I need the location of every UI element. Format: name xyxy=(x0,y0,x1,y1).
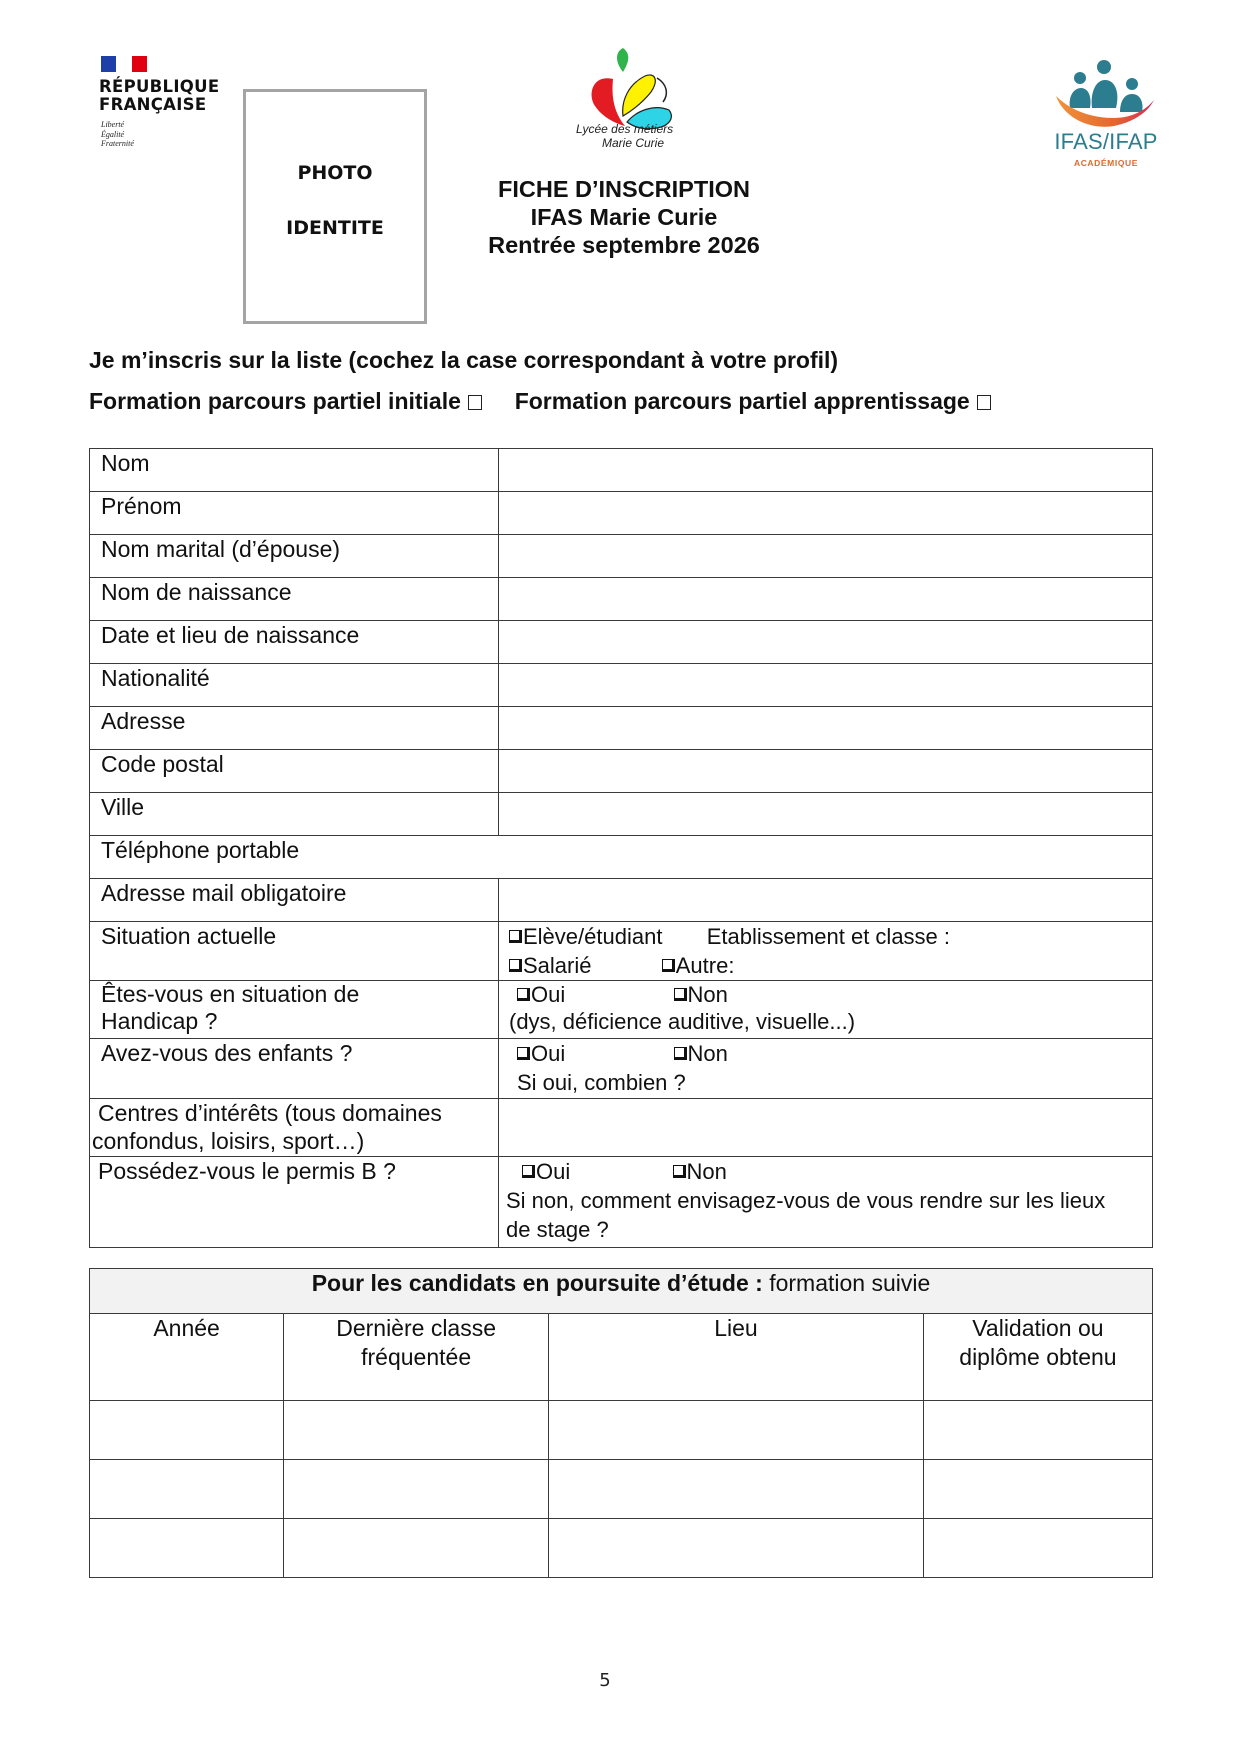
document-title xyxy=(440,175,808,259)
form-field-label: Adresse xyxy=(90,707,499,750)
interets-label-line1: Centres d’intérêts (tous domaines xyxy=(98,1100,442,1126)
situation-label: Situation actuelle xyxy=(90,922,499,981)
lycee-logo-text xyxy=(576,122,686,150)
study-table-cell[interactable] xyxy=(549,1460,924,1519)
form-field-input[interactable] xyxy=(499,793,1153,836)
form-field-label: Code postal xyxy=(90,750,499,793)
form-row xyxy=(90,492,1153,535)
enfants-non-option[interactable] xyxy=(674,1041,728,1066)
study-table-cell[interactable] xyxy=(284,1519,549,1578)
study-title-bold: Pour les candidats en poursuite d’étude : xyxy=(311,1270,763,1296)
title-line1: FICHE D’INSCRIPTION xyxy=(498,176,750,202)
registration-form-table xyxy=(89,448,1153,1248)
option-initiale-label: Formation parcours partiel initiale xyxy=(89,388,461,414)
formation-options xyxy=(89,388,991,415)
permis-oui-checkbox-icon xyxy=(522,1165,535,1178)
handicap-note: (dys, déficience auditive, visuelle...) xyxy=(509,1009,856,1034)
form-row-interets xyxy=(90,1099,1153,1157)
form-field-label: Ville xyxy=(90,793,499,836)
eleve-checkbox-icon xyxy=(509,930,522,943)
form-field-label: Nom de naissance xyxy=(90,578,499,621)
photo-identite-box xyxy=(243,89,427,324)
form-field-input[interactable] xyxy=(499,449,1153,492)
telephone-label: Téléphone portable xyxy=(101,837,300,863)
form-row-situation xyxy=(90,922,1153,981)
study-table-cell[interactable] xyxy=(923,1460,1152,1519)
option-apprentissage-label: Formation parcours partiel apprentissage xyxy=(514,388,970,414)
study-history-table xyxy=(89,1268,1153,1578)
form-field-input[interactable] xyxy=(499,492,1153,535)
form-row xyxy=(90,621,1153,664)
motto-fraternite: Fraternité xyxy=(101,139,134,148)
identite-label: IDENTITE xyxy=(286,217,384,239)
lycee-logo-line2: Marie Curie xyxy=(602,136,665,150)
rf-name-line1: RÉPUBLIQUE xyxy=(99,77,220,96)
study-column-header xyxy=(923,1314,1152,1401)
ifas-ifap-logo-text: IFAS/IFAP xyxy=(1054,129,1158,154)
enfants-oui-option[interactable] xyxy=(517,1041,565,1066)
handicap-oui-label: Oui xyxy=(531,982,566,1007)
enfants-options xyxy=(499,1039,1153,1099)
form-field-label: Nom marital (d’épouse) xyxy=(90,535,499,578)
handicap-non-option[interactable] xyxy=(674,982,728,1007)
form-field-label: Prénom xyxy=(90,492,499,535)
study-table-cell[interactable] xyxy=(90,1519,284,1578)
telephone-cell[interactable] xyxy=(90,836,1153,879)
form-row xyxy=(90,707,1153,750)
eleve-label: Elève/étudiant xyxy=(523,924,663,949)
handicap-oui-option[interactable] xyxy=(517,982,565,1007)
permis-oui-option[interactable] xyxy=(522,1159,570,1184)
handicap-options xyxy=(499,981,1153,1039)
option-initiale-checkbox[interactable] xyxy=(468,395,482,410)
form-row-email xyxy=(90,879,1153,922)
salarie-checkbox-icon xyxy=(509,959,522,972)
form-field-input[interactable] xyxy=(499,621,1153,664)
form-row-enfants xyxy=(90,1039,1153,1099)
study-table-cell[interactable] xyxy=(923,1401,1152,1460)
enfants-note: Si oui, combien ? xyxy=(517,1070,686,1095)
republique-francaise-flag-icon xyxy=(101,56,147,72)
handicap-non-checkbox-icon xyxy=(674,988,687,1001)
form-row-telephone xyxy=(90,836,1153,879)
form-field-input[interactable] xyxy=(499,707,1153,750)
form-row-permis xyxy=(90,1157,1153,1248)
form-row xyxy=(90,664,1153,707)
study-table-cell[interactable] xyxy=(284,1401,549,1460)
form-field-label: Date et lieu de naissance xyxy=(90,621,499,664)
etablissement-label: Etablissement et classe : xyxy=(706,924,951,949)
republique-francaise-logo xyxy=(99,78,219,114)
permis-options xyxy=(499,1157,1153,1248)
photo-label: PHOTO xyxy=(297,162,373,184)
interets-field[interactable] xyxy=(499,1099,1153,1157)
study-table-row xyxy=(90,1460,1153,1519)
study-table-cell[interactable] xyxy=(549,1519,924,1578)
enfants-label: Avez-vous des enfants ? xyxy=(90,1039,499,1099)
form-field-label: Nom xyxy=(90,449,499,492)
column-header-line1: Lieu xyxy=(714,1315,758,1341)
handicap-label xyxy=(90,981,499,1039)
permis-non-label: Non xyxy=(686,1159,727,1184)
autre-checkbox-icon xyxy=(662,959,675,972)
form-row xyxy=(90,793,1153,836)
salarie-option[interactable] xyxy=(509,953,591,978)
enfants-oui-checkbox-icon xyxy=(517,1047,530,1060)
enfants-non-label: Non xyxy=(687,1041,728,1066)
interets-label-line2: confondus, loisirs, sport…) xyxy=(92,1128,365,1154)
study-column-header xyxy=(284,1314,549,1401)
ifas-academique-text: ACADÉMIQUE xyxy=(1073,158,1139,168)
handicap-label-line2: Handicap ? xyxy=(101,1008,218,1034)
email-label: Adresse mail obligatoire xyxy=(90,879,499,922)
ifas-ifap-logo-icon xyxy=(1050,56,1160,136)
study-table-cell[interactable] xyxy=(549,1401,924,1460)
form-row-handicap xyxy=(90,981,1153,1039)
page-number: 5 xyxy=(599,1670,611,1691)
study-table-cell[interactable] xyxy=(90,1401,284,1460)
interets-label xyxy=(90,1099,499,1157)
motto-liberte: Liberté xyxy=(101,120,125,129)
form-field-input[interactable] xyxy=(499,578,1153,621)
study-column-header xyxy=(549,1314,924,1401)
column-header-line1: Année xyxy=(153,1315,220,1341)
enfants-non-checkbox-icon xyxy=(674,1047,687,1060)
form-row xyxy=(90,535,1153,578)
republique-motto xyxy=(101,120,134,149)
permis-label: Possédez-vous le permis B ? xyxy=(90,1157,499,1248)
form-row xyxy=(90,449,1153,492)
autre-label: Autre: xyxy=(675,953,735,978)
study-column-header xyxy=(90,1314,284,1401)
study-table-title xyxy=(90,1269,1153,1314)
salarie-label: Salarié xyxy=(523,953,592,978)
study-title-normal: formation suivie xyxy=(769,1270,931,1296)
column-header-line1: Validation ou xyxy=(972,1315,1104,1341)
study-table-cell[interactable] xyxy=(284,1460,549,1519)
column-header-line2: fréquentée xyxy=(361,1344,472,1370)
study-table-row xyxy=(90,1519,1153,1578)
form-row xyxy=(90,578,1153,621)
permis-non-checkbox-icon xyxy=(673,1165,686,1178)
study-column-headers xyxy=(90,1314,1153,1401)
lycee-logo-line1: Lycée des métiers xyxy=(576,122,674,136)
form-field-input[interactable] xyxy=(499,750,1153,793)
study-table-cell[interactable] xyxy=(90,1460,284,1519)
rf-name-line2: FRANÇAISE xyxy=(99,95,207,114)
registration-instruction: Je m’inscris sur la liste (cochez la case correspondant à votre profil) xyxy=(89,347,839,373)
form-row xyxy=(90,750,1153,793)
study-table-cell[interactable] xyxy=(923,1519,1152,1578)
handicap-non-label: Non xyxy=(687,982,728,1007)
column-header-line1: Dernière classe xyxy=(336,1315,497,1341)
study-table-header xyxy=(90,1269,1153,1314)
autre-option[interactable] xyxy=(662,953,735,978)
form-field-input[interactable] xyxy=(499,535,1153,578)
email-field[interactable] xyxy=(499,879,1153,922)
study-table-row xyxy=(90,1401,1153,1460)
permis-non-option[interactable] xyxy=(673,1159,727,1184)
column-header-line2: diplôme obtenu xyxy=(959,1344,1117,1370)
handicap-oui-checkbox-icon xyxy=(517,988,530,1001)
permis-note: Si non, comment envisagez-vous de vous rendre sur les lieux de stage ? xyxy=(506,1188,1106,1242)
form-field-label: Nationalité xyxy=(90,664,499,707)
situation-options xyxy=(499,922,1153,981)
form-field-input[interactable] xyxy=(499,664,1153,707)
eleve-option[interactable] xyxy=(509,924,662,949)
enfants-oui-label: Oui xyxy=(531,1041,566,1066)
option-apprentissage-checkbox[interactable] xyxy=(977,395,991,410)
title-line2: IFAS Marie Curie xyxy=(530,204,718,230)
permis-oui-label: Oui xyxy=(536,1159,571,1184)
handicap-label-line1: Êtes-vous en situation de xyxy=(101,981,360,1007)
title-line3: Rentrée septembre 2026 xyxy=(488,232,760,258)
motto-egalite: Égalité xyxy=(101,129,125,139)
